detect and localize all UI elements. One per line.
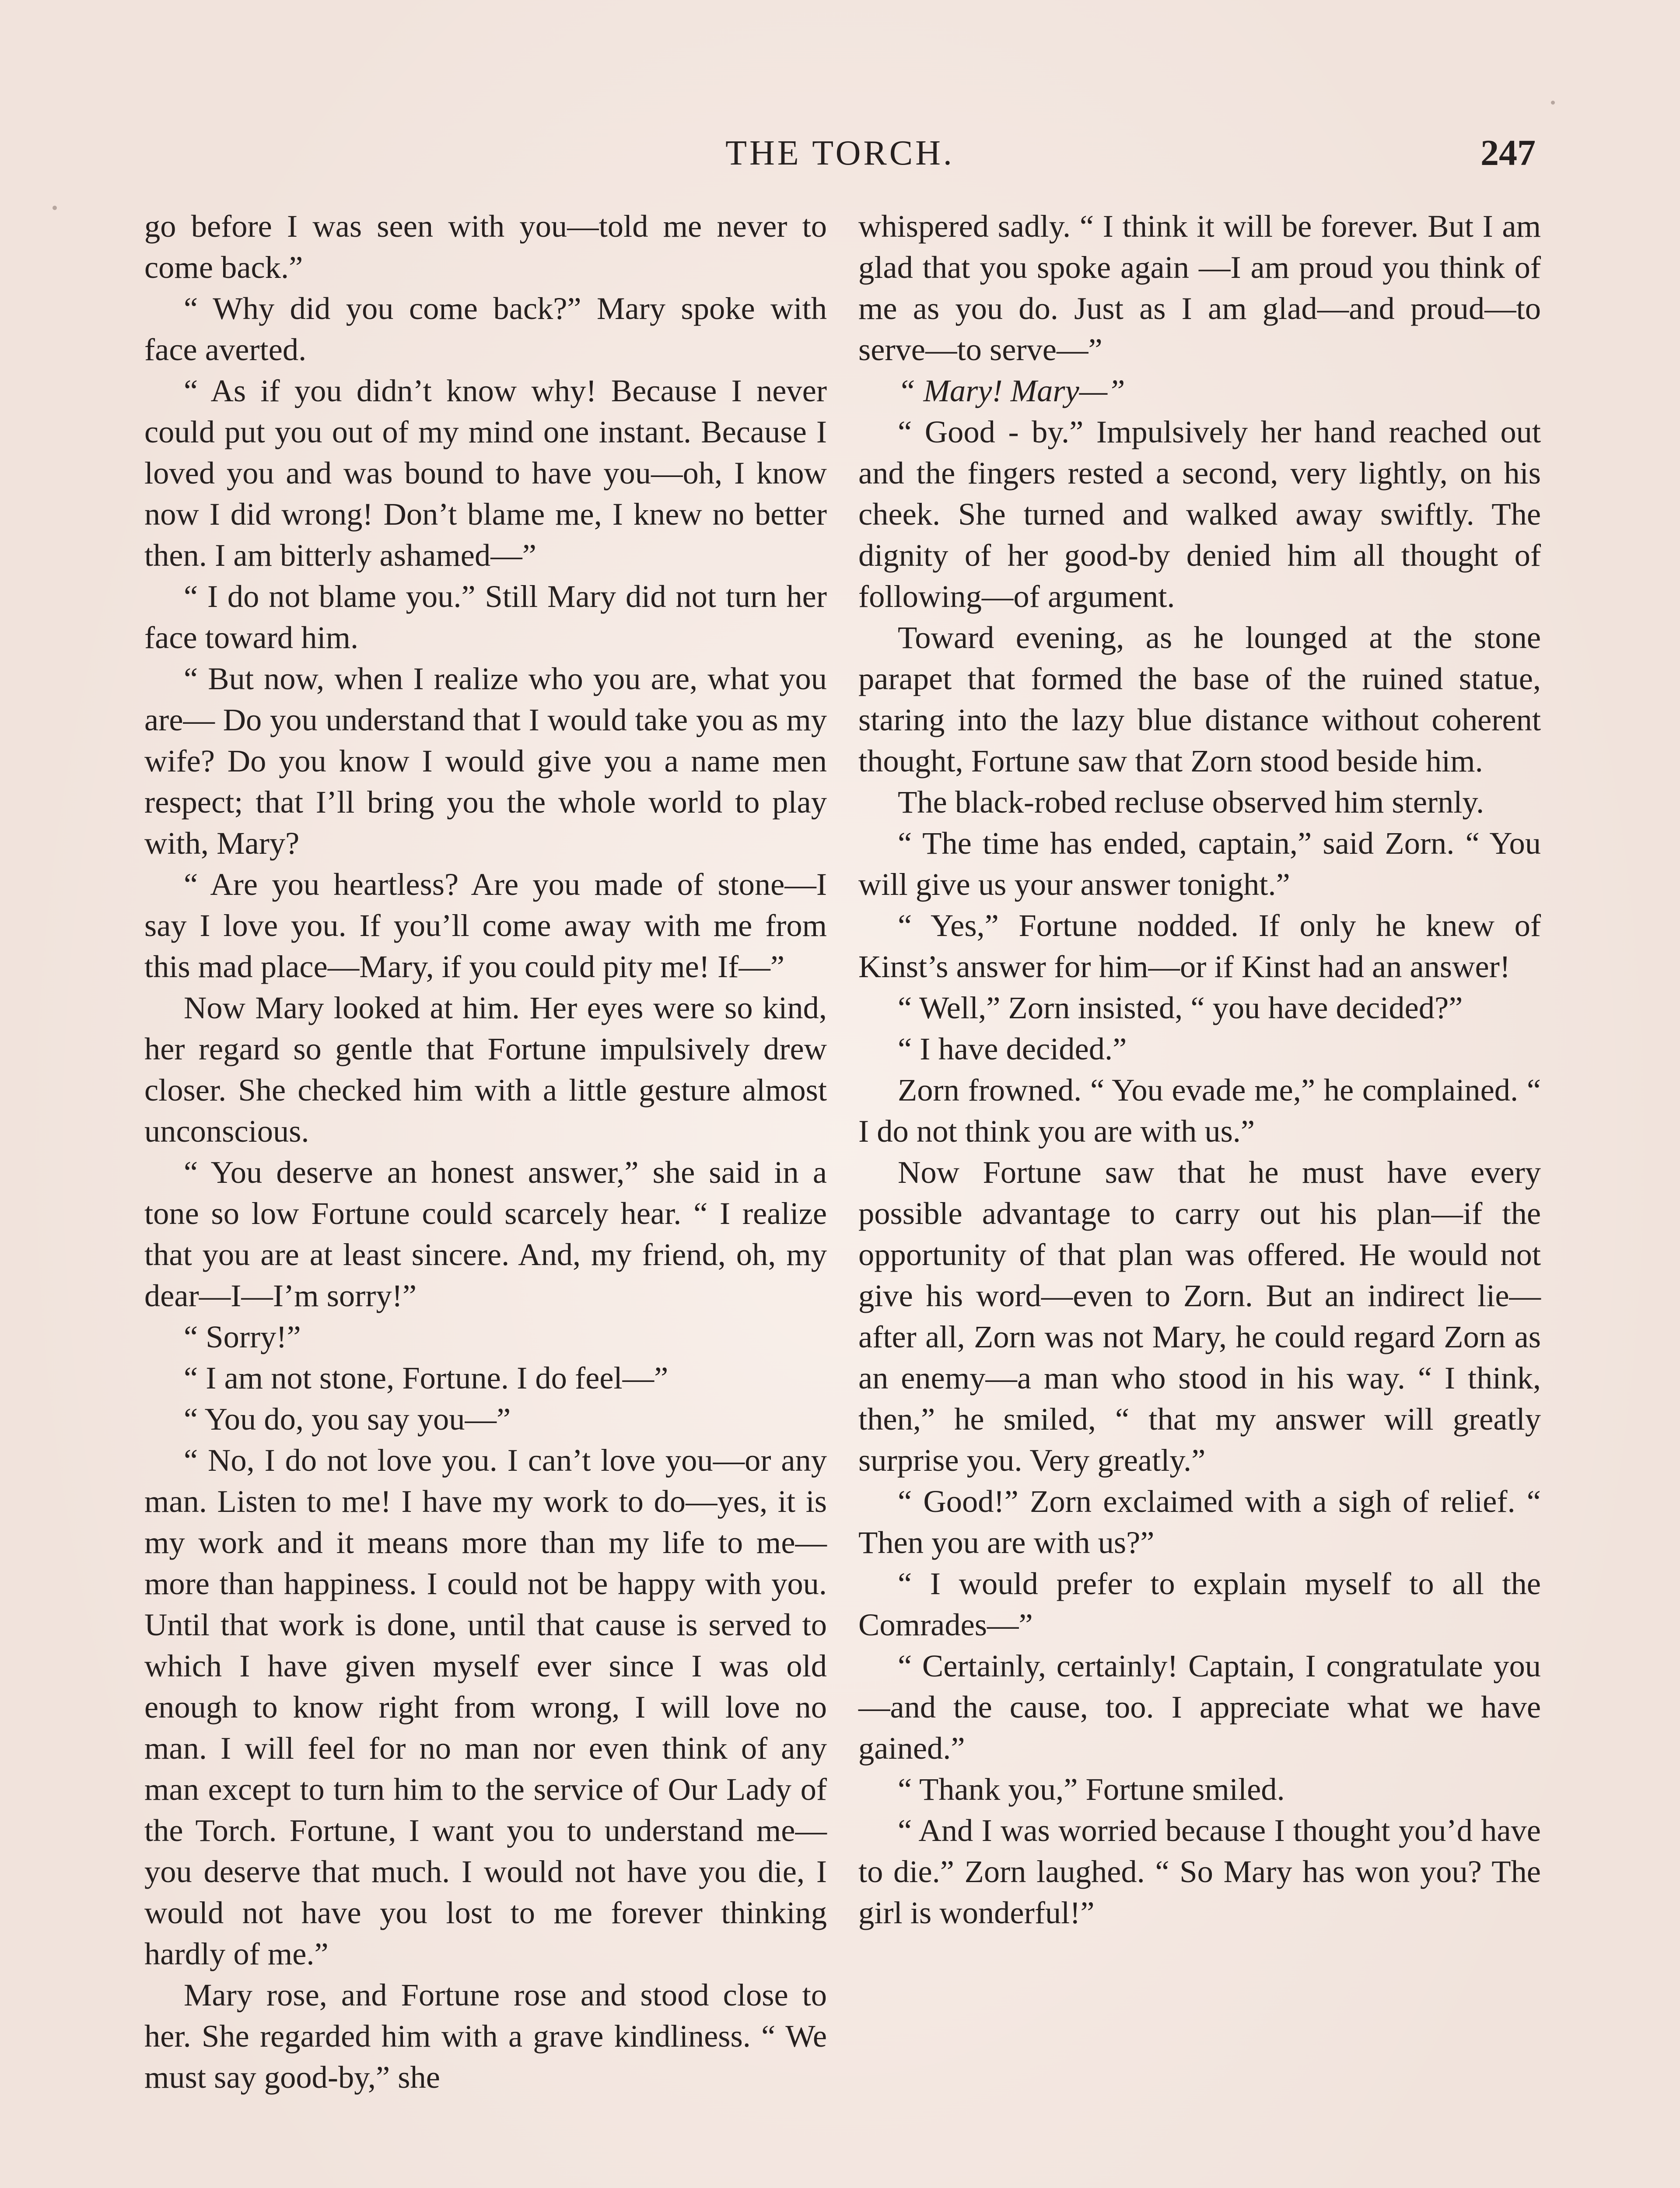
- left-text-column: [144, 206, 827, 2098]
- paragraph: go before I was seen with you—told me never to come back.”: [144, 208, 827, 285]
- page-number: 247: [1480, 133, 1536, 173]
- paragraph: “ I am not stone, Fortune. I do feel—”: [184, 1360, 668, 1396]
- paragraph: Mary rose, and Fortune rose and stood close to her. She regarded him with a grave kindliness. “ We must say good-by,” she: [144, 1977, 827, 2095]
- paragraph: Now Mary looked at him. Her eyes were so kind, her regard so gentle that Fortune impulsively drew closer. She checked him with a little gesture almost unconscious.: [144, 990, 827, 1149]
- page-header: [144, 127, 1536, 188]
- paragraph: Zorn frowned. “ You evade me,” he complained. “ I do not think you are with us.”: [858, 1072, 1541, 1149]
- paragraph: “ Yes,” Fortune nodded. If only he knew of Kinst’s answer for him—or if Kinst had an answer!: [858, 908, 1541, 984]
- paragraph: “ But now, when I realize who you are, what you are— Do you understand that I would take you as my wife? Do you know I would give you a name men respect; that I’ll bring you the whole world to play with, Mary?: [144, 661, 827, 861]
- paragraph: “ Good!” Zorn exclaimed with a sigh of relief. “ Then you are with us?”: [858, 1483, 1541, 1560]
- paper-speck: [1551, 101, 1555, 105]
- running-title: THE TORCH.: [725, 134, 955, 172]
- paragraph: “ The time has ended, captain,” said Zorn. “ You will give us your answer tonight.”: [858, 825, 1541, 902]
- paragraph: “ As if you didn’t know why! Because I never could put you out of my mind one instant. Because I loved you and was bound to have you—oh, I know now I did wrong! Don’t blame me, I knew no better then. I am bitterly ashamed—”: [144, 373, 827, 573]
- paragraph: “ Sorry!”: [184, 1319, 301, 1354]
- right-text-column: [858, 206, 1541, 1933]
- paragraph: Toward evening, as he lounged at the stone parapet that formed the base of the ruined statue, staring into the lazy blue distance without coherent thought, Fortune saw that Zorn stood beside him.: [858, 620, 1541, 778]
- paragraph: “ I would prefer to explain myself to all the Comrades—”: [858, 1566, 1541, 1642]
- paragraph: “ Are you heartless? Are you made of stone—I say I love you. If you’ll come away with me from this mad place—Mary, if you could pity me! If—”: [144, 866, 827, 984]
- paragraph: “ You do, you say you—”: [184, 1401, 511, 1437]
- paragraph: “ Certainly, certainly! Captain, I congratulate you—and the cause, too. I appreciate what we have gained.”: [858, 1648, 1541, 1766]
- paragraph: “ Mary! Mary—”: [898, 373, 1125, 408]
- paragraph: “ You deserve an honest answer,” she said in a tone so low Fortune could scarcely hear. “ I realize that you are at least sincere. And, my friend, oh, my dear—I—I’m sorry!”: [144, 1154, 827, 1313]
- paragraph: “ Well,” Zorn insisted, “ you have decided?”: [898, 990, 1463, 1025]
- paragraph: “ Thank you,” Fortune smiled.: [898, 1771, 1285, 1807]
- paragraph: “ I have decided.”: [898, 1031, 1127, 1066]
- paragraph: “ And I was worried because I thought you’d have to die.” Zorn laughed. “ So Mary has won you? The girl is wonderful!”: [858, 1813, 1541, 1930]
- paper-speck: [52, 206, 57, 210]
- paragraph: “ Good - by.” Impulsively her hand reached out and the fingers rested a second, very lightly, on his cheek. She turned and walked away swiftly. The dignity of her good-by denied him all thought of following—of argument.: [858, 414, 1541, 614]
- paragraph: “ I do not blame you.” Still Mary did not turn her face toward him.: [144, 579, 827, 655]
- paragraph: The black-robed recluse observed him sternly.: [898, 784, 1484, 820]
- paragraph: Now Fortune saw that he must have every possible advantage to carry out his plan—if the opportunity of that plan was offered. He would not give his word—even to Zorn. But an indirect lie—after all, Zorn was not Mary, he could regard Zorn as an enemy—a man who stood in his way. “ I think, then,” he smiled, “ that my answer will greatly surprise you. Very greatly.”: [858, 1154, 1541, 1478]
- paragraph: “ No, I do not love you. I can’t love you—or any man. Listen to me! I have my work to do—yes, it is my work and it means more than my life to me—more than happiness. I could not be happy with you. Until that work is done, until that cause is served to which I have given myself ever since I was old enough to know right from wrong, I will love no man. I will feel for no man nor even think of any man except to turn him to the service of Our Lady of the Torch. Fortune, I want you to understand me—you deserve that much. I would not have you die, I would not have you lost to me forever thinking hardly of me.”: [144, 1442, 827, 1971]
- paragraph: whispered sadly. “ I think it will be forever. But I am glad that you spoke again —I am proud you think of me as you do. Just as I am glad—and proud—to serve—to serve—”: [858, 208, 1541, 367]
- paragraph: “ Why did you come back?” Mary spoke with face averted.: [144, 291, 827, 367]
